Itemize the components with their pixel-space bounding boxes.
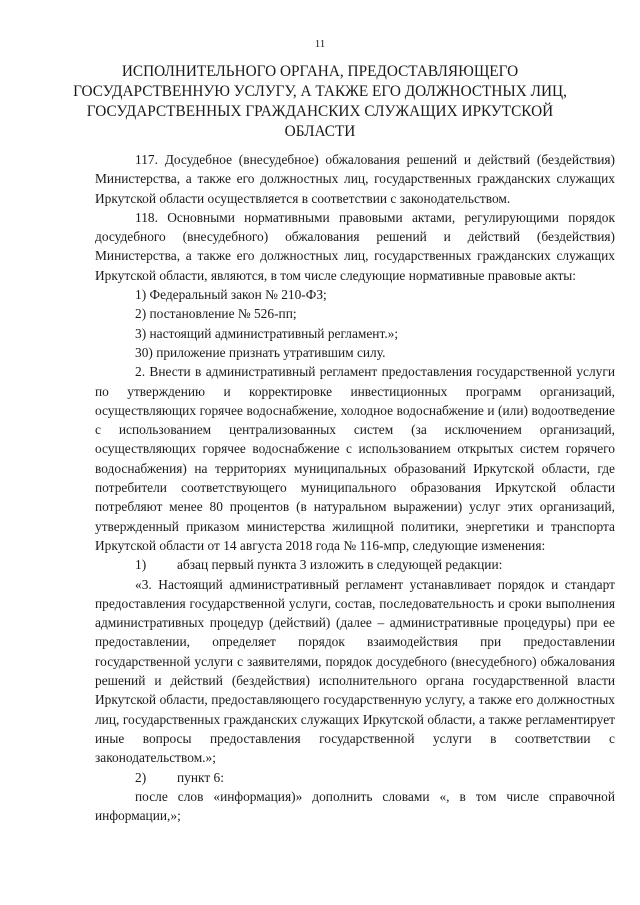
- heading-line: ИСПОЛНИТЕЛЬНОГО ОРГАНА, ПРЕДОСТАВЛЯЮЩЕГО: [121, 63, 519, 80]
- quoted-paragraph-3: «3. Настоящий административный регламент устанавливает порядок и стандарт предоставления государственной услуги, состав, последовательность и сроки выполнения административных процедур (действий) (далее – административные процедуры) при ее предоставлении, определяет порядок взаимодействия при предоставлении государственной услуги с заявителями, порядок досудебного (внесудебного) обжалования решений и действий (бездействия) исполнительного органа государственной власти Иркутской области, предоставляющего государственную услугу, а также его должностных лиц, государственных гражданских служащих Иркутской области, а также регламентирует иные вопросы предоставления государственной услуги в соответствии с законодательством.»;: [95, 576, 615, 766]
- change-item-1: [95, 555, 615, 574]
- heading-line: ГОСУДАРСТВЕННУЮ УСЛУГУ, А ТАКЖЕ ЕГО ДОЛЖНОСТНЫХ ЛИЦ,: [73, 83, 567, 100]
- heading-line: ГОСУДАРСТВЕННЫХ ГРАЖДАНСКИХ СЛУЖАЩИХ ИРКУТСКОЙ: [86, 103, 554, 120]
- page-number: 11: [314, 38, 326, 50]
- paragraph-118: 118. Основными нормативными правовыми актами, регулирующими порядок досудебного (внесудебного) обжалования решений и действий (бездействия) Министерства, а также его должностных лиц, государственных гражданских служащих Иркутской области, являются, в том числе следующие нормативные правовые акты:: [95, 209, 615, 283]
- paragraph-117: 117. Досудебное (внесудебное) обжалования решений и действий (бездействия) Министерства, а также его должностных лиц, государственных гражданских служащих Иркутской области осуществляется в соответствии с законодательством.: [95, 152, 615, 206]
- list-item: 3) настоящий административный регламент.»;: [135, 325, 399, 341]
- list-item: 1) Федеральный закон № 210-ФЗ;: [135, 287, 327, 303]
- paragraph-addition: после слов «информация)» дополнить словами «, в том числе справочной информации,»;: [95, 788, 615, 824]
- change-number: 1): [135, 557, 147, 573]
- list-item: 2) постановление № 526-пп;: [135, 306, 297, 322]
- paragraph-2: 2. Внести в административный регламент предоставления государственной услуги по утверждению и корректировке инвестиционных программ организаций, осуществляющих горячее водоснабжение, холодное водоснабжение и (или) водоотведение с использованием централизованных систем (за исключением организаций, осуществляющих горячее водоснабжение с использованием открытых систем горячего водоснабжения) на территориях муниципальных образований Иркутской области, где потребители соответствующего муниципального образования Иркутской области потребляют менее 80 процентов (в натуральном выражении) услуг этих организаций, утвержденный приказом министерства жилищной политики, энергетики и транспорта Иркутской области от 14 августа 2018 года № 116-мпр, следующие изменения:: [95, 364, 615, 553]
- change-number: 2): [135, 769, 147, 785]
- list-item: 30) приложение признать утратившим силу.: [135, 344, 386, 360]
- document-body: [95, 150, 615, 825]
- change-item-2: [95, 768, 615, 787]
- change-text: пункт 6:: [177, 769, 224, 785]
- heading-line: ОБЛАСТИ: [284, 123, 356, 140]
- change-text: абзац первый пункта 3 изложить в следующей редакции:: [177, 557, 503, 573]
- section-heading: [70, 62, 570, 142]
